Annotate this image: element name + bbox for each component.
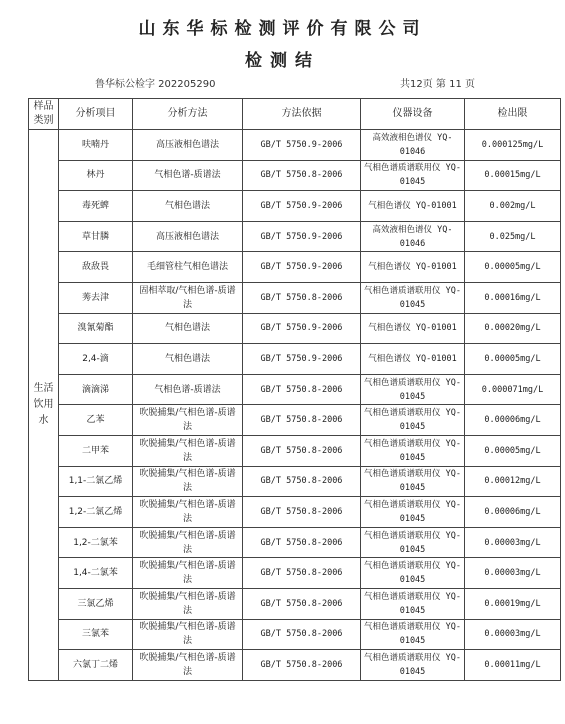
analysis-method: 吹脱捕集/气相色谱-质谱法 (133, 405, 243, 436)
instrument: 气相色谱仪 YQ-01001 (361, 344, 465, 375)
analysis-method: 吹脱捕集/气相色谱-质谱法 (133, 466, 243, 497)
instrument: 气相色谱质谱联用仪 YQ-01045 (361, 558, 465, 589)
analysis-method: 高压液相色谱法 (133, 221, 243, 252)
analysis-method: 吹脱捕集/气相色谱-质谱法 (133, 497, 243, 528)
sample-category: 生活饮用水 (29, 130, 59, 681)
detection-limit: 0.00003mg/L (465, 619, 561, 650)
analysis-item: 1,4-二氯苯 (59, 558, 133, 589)
analysis-item: 草甘膦 (59, 221, 133, 252)
table-row (29, 558, 561, 589)
table-row (29, 221, 561, 252)
analysis-method: 毛细管柱气相色谱法 (133, 252, 243, 283)
instrument: 气相色谱质谱联用仪 YQ-01045 (361, 619, 465, 650)
method-basis: GB/T 5750.8-2006 (243, 527, 361, 558)
analysis-method: 气相色谱-质谱法 (133, 160, 243, 191)
analysis-method: 气相色谱法 (133, 191, 243, 222)
detection-limit: 0.00016mg/L (465, 282, 561, 313)
analysis-item: 溴氰菊酯 (59, 313, 133, 344)
analysis-item: 林丹 (59, 160, 133, 191)
instrument: 气相色谱质谱联用仪 YQ-01045 (361, 282, 465, 313)
report-subtitle: 检测结 (245, 51, 320, 71)
detection-limit: 0.002mg/L (465, 191, 561, 222)
detection-limit: 0.025mg/L (465, 221, 561, 252)
table-row (29, 344, 561, 375)
results-table (28, 98, 561, 681)
detection-limit: 0.00005mg/L (465, 344, 561, 375)
header-instrument: 仪器设备 (361, 99, 465, 130)
analysis-item: 1,1-二氯乙烯 (59, 466, 133, 497)
analysis-item: 2,4-滴 (59, 344, 133, 375)
instrument: 高效液相色谱仪 YQ-01046 (361, 130, 465, 161)
detection-limit: 0.00019mg/L (465, 588, 561, 619)
detection-limit: 0.00015mg/L (465, 160, 561, 191)
analysis-item: 1,2-二氯苯 (59, 527, 133, 558)
table-row (29, 435, 561, 466)
detection-limit: 0.00005mg/L (465, 252, 561, 283)
instrument: 高效液相色谱仪 YQ-01046 (361, 221, 465, 252)
instrument: 气相色谱仪 YQ-01001 (361, 313, 465, 344)
detection-limit: 0.00006mg/L (465, 497, 561, 528)
table-row (29, 374, 561, 405)
table-row (29, 650, 561, 681)
table-row (29, 191, 561, 222)
instrument: 气相色谱质谱联用仪 YQ-01045 (361, 374, 465, 405)
table-row (29, 619, 561, 650)
analysis-item: 1,2-二氯乙烯 (59, 497, 133, 528)
detection-limit: 0.000125mg/L (465, 130, 561, 161)
header-limit: 检出限 (465, 99, 561, 130)
method-basis: GB/T 5750.8-2006 (243, 160, 361, 191)
instrument: 气相色谱质谱联用仪 YQ-01045 (361, 497, 465, 528)
analysis-item: 滴滴涕 (59, 374, 133, 405)
analysis-method: 吹脱捕集/气相色谱-质谱法 (133, 619, 243, 650)
analysis-item: 三氯乙烯 (59, 588, 133, 619)
header-method: 分析方法 (133, 99, 243, 130)
analysis-method: 吹脱捕集/气相色谱-质谱法 (133, 527, 243, 558)
method-basis: GB/T 5750.8-2006 (243, 466, 361, 497)
analysis-method: 吹脱捕集/气相色谱-质谱法 (133, 435, 243, 466)
instrument: 气相色谱仪 YQ-01001 (361, 191, 465, 222)
analysis-method: 高压液相色谱法 (133, 130, 243, 161)
table-row (29, 313, 561, 344)
analysis-item: 呋喃丹 (59, 130, 133, 161)
method-basis: GB/T 5750.9-2006 (243, 221, 361, 252)
detection-limit: 0.00003mg/L (465, 527, 561, 558)
detection-limit: 0.00012mg/L (465, 466, 561, 497)
analysis-item: 乙苯 (59, 405, 133, 436)
detection-limit: 0.00020mg/L (465, 313, 561, 344)
method-basis: GB/T 5750.9-2006 (243, 252, 361, 283)
analysis-item: 六氯丁二烯 (59, 650, 133, 681)
table-row (29, 466, 561, 497)
table-header-row (29, 99, 561, 130)
method-basis: GB/T 5750.8-2006 (243, 282, 361, 313)
analysis-method: 气相色谱-质谱法 (133, 374, 243, 405)
analysis-item: 毒死蜱 (59, 191, 133, 222)
report-number: 鲁华标公检字 202205290 (95, 79, 216, 90)
instrument: 气相色谱质谱联用仪 YQ-01045 (361, 588, 465, 619)
detection-limit: 0.00011mg/L (465, 650, 561, 681)
table-row (29, 130, 561, 161)
analysis-method: 吹脱捕集/气相色谱-质谱法 (133, 650, 243, 681)
method-basis: GB/T 5750.8-2006 (243, 588, 361, 619)
method-basis: GB/T 5750.8-2006 (243, 435, 361, 466)
table-row (29, 282, 561, 313)
method-basis: GB/T 5750.8-2006 (243, 650, 361, 681)
method-basis: GB/T 5750.9-2006 (243, 130, 361, 161)
company-title: 山东华标检测评价有限公司 (138, 19, 427, 39)
method-basis: GB/T 5750.9-2006 (243, 313, 361, 344)
detection-limit: 0.00003mg/L (465, 558, 561, 589)
method-basis: GB/T 5750.8-2006 (243, 619, 361, 650)
table-body (29, 130, 561, 681)
method-basis: GB/T 5750.8-2006 (243, 558, 361, 589)
table-row (29, 405, 561, 436)
analysis-item: 三氯苯 (59, 619, 133, 650)
analysis-item: 二甲苯 (59, 435, 133, 466)
analysis-method: 吹脱捕集/气相色谱-质谱法 (133, 558, 243, 589)
method-basis: GB/T 5750.9-2006 (243, 191, 361, 222)
detection-limit: 0.00006mg/L (465, 405, 561, 436)
analysis-method: 气相色谱法 (133, 313, 243, 344)
method-basis: GB/T 5750.8-2006 (243, 497, 361, 528)
table-row (29, 252, 561, 283)
table-row (29, 497, 561, 528)
page-info: 共12页 第 11 页 (400, 79, 475, 90)
analysis-method: 固相萃取/气相色谱-质谱法 (133, 282, 243, 313)
instrument: 气相色谱质谱联用仪 YQ-01045 (361, 405, 465, 436)
method-basis: GB/T 5750.9-2006 (243, 344, 361, 375)
instrument: 气相色谱质谱联用仪 YQ-01045 (361, 650, 465, 681)
instrument: 气相色谱质谱联用仪 YQ-01045 (361, 160, 465, 191)
analysis-item: 敌敌畏 (59, 252, 133, 283)
analysis-item: 莠去津 (59, 282, 133, 313)
header-basis: 方法依据 (243, 99, 361, 130)
analysis-method: 吹脱捕集/气相色谱-质谱法 (133, 588, 243, 619)
header-item: 分析项目 (59, 99, 133, 130)
method-basis: GB/T 5750.8-2006 (243, 405, 361, 436)
detection-limit: 0.000071mg/L (465, 374, 561, 405)
instrument: 气相色谱质谱联用仪 YQ-01045 (361, 527, 465, 558)
analysis-method: 气相色谱法 (133, 344, 243, 375)
method-basis: GB/T 5750.8-2006 (243, 374, 361, 405)
table-row (29, 588, 561, 619)
table-row (29, 527, 561, 558)
detection-limit: 0.00005mg/L (465, 435, 561, 466)
instrument: 气相色谱质谱联用仪 YQ-01045 (361, 435, 465, 466)
table-row (29, 160, 561, 191)
instrument: 气相色谱质谱联用仪 YQ-01045 (361, 466, 465, 497)
header-sample-type: 样品类别 (29, 99, 59, 130)
instrument: 气相色谱仪 YQ-01001 (361, 252, 465, 283)
